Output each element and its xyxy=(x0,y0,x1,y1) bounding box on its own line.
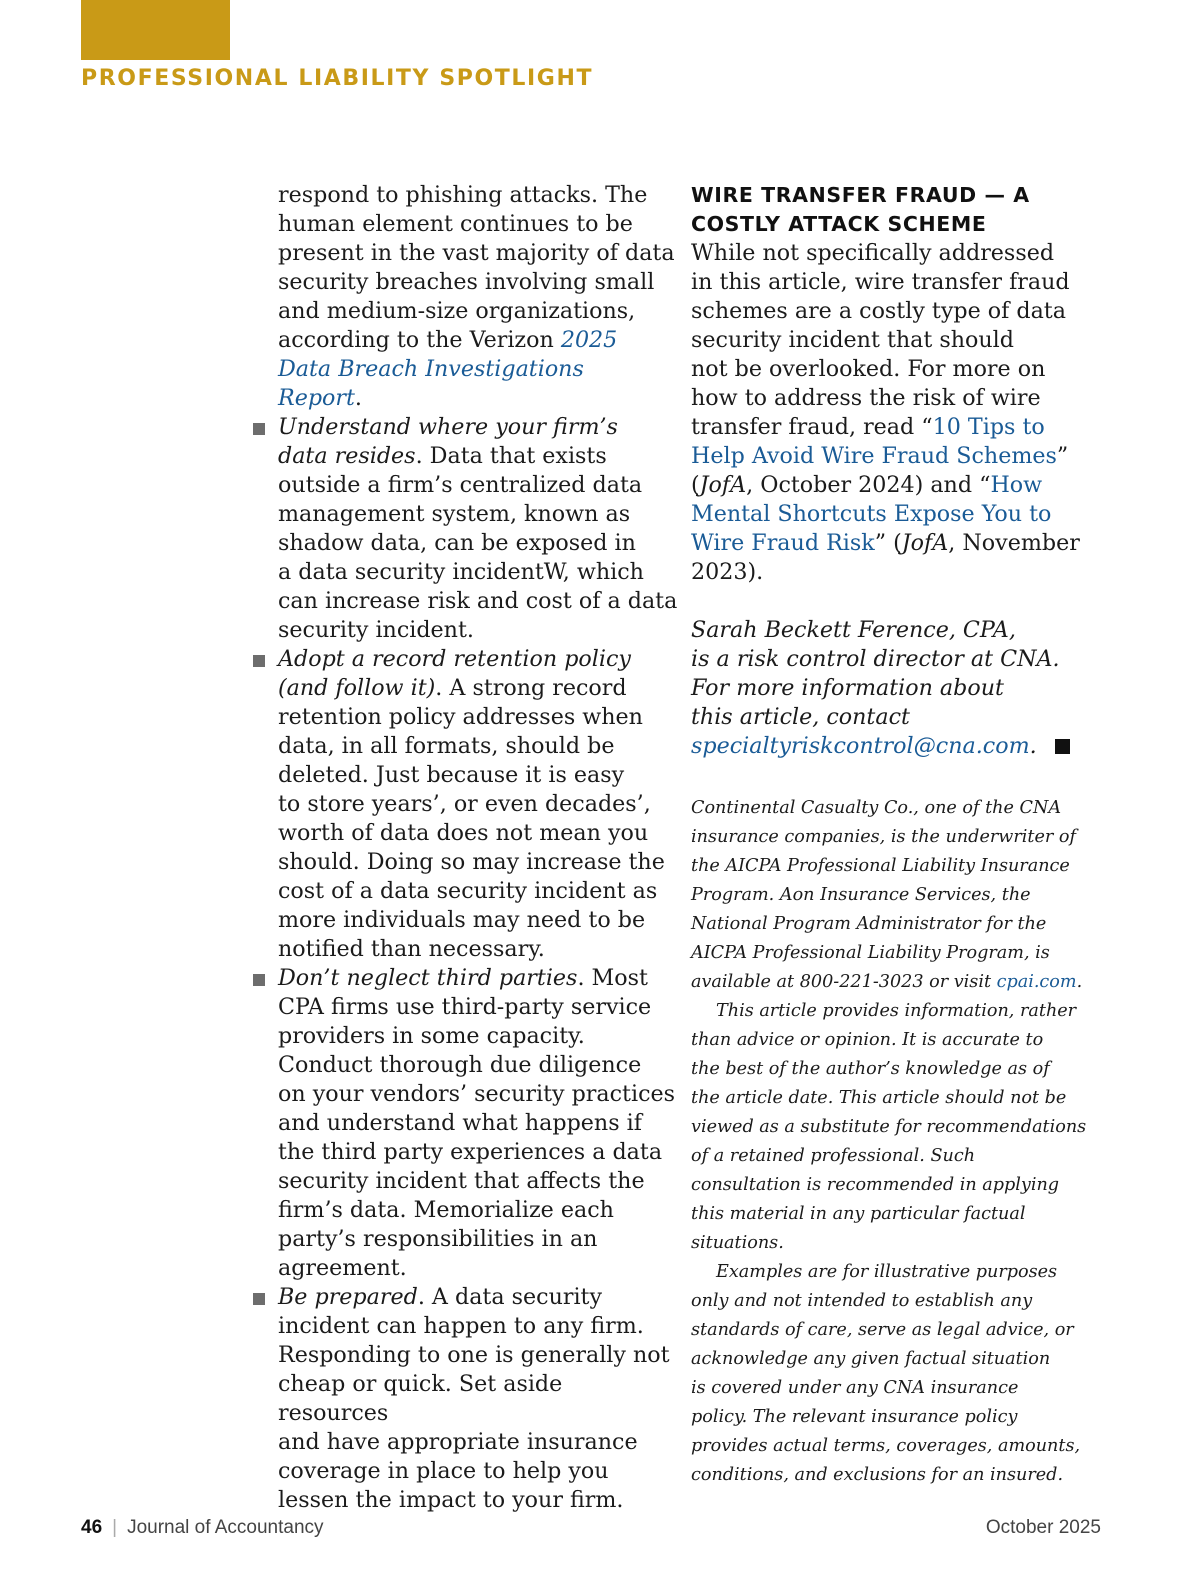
wire-fraud-tips-link[interactable]: 10 Tips to Help Avoid Wire Fraud Schemes xyxy=(691,414,1057,469)
tip-lead: Adopt a record retention policy (and follow it) xyxy=(278,646,631,701)
page-footer xyxy=(81,1517,1101,1539)
cpai-link[interactable]: cpai.com xyxy=(996,972,1077,992)
tip-body: . A strong record retention policy addresses when data, in all formats, should be deleted. Just because it is easy to store years’, or even decades’, worth of data does not mean you should. Doing so may increase the cost of a data security incident as more individuals may need to be notified than necessary. xyxy=(278,675,665,962)
author-byline xyxy=(691,616,1101,761)
wire-fraud-text: While not specifically addressed in this article, wire transfer fraud schemes are a costly type of data security incident that should not be overlooked. For more on how to address the risk of wire transfer fraud, read “ xyxy=(691,240,1070,440)
jofa-title: JofA xyxy=(699,472,747,498)
square-bullet-icon xyxy=(253,974,265,986)
square-bullet-icon xyxy=(253,1293,265,1305)
square-bullet-icon xyxy=(253,423,265,435)
tip-body: . Most CPA firms use third-party service providers in some capacity. Conduct thorough due diligence on your vendors’ security practices and understand what happens if the third party experiences a data security incident that affects the firm’s data. Memorialize each party’s responsibilities in an agreement. xyxy=(278,965,676,1281)
mental-shortcuts-link[interactable]: How Mental Shortcuts Expose You to Wire Fraud Risk xyxy=(691,472,1052,556)
underwriter-end: . xyxy=(1076,972,1083,992)
dbir-report-link[interactable]: 2025 Data Breach Investigations Report xyxy=(278,327,618,411)
jofa-title: JofA xyxy=(901,530,949,556)
section-label: PROFESSIONAL LIABILITY SPOTLIGHT xyxy=(81,66,594,91)
tip-lead: Don’t neglect third parties xyxy=(278,965,578,991)
list-item xyxy=(278,1283,678,1515)
list-item xyxy=(278,413,678,645)
sidebar-heading: WIRE TRANSFER FRAUD — A COSTLY ATTACK SCHEME xyxy=(691,183,1030,236)
list-item xyxy=(278,964,678,1283)
page-number: 46 xyxy=(81,1517,103,1538)
publication-name: Journal of Accountancy xyxy=(127,1517,324,1538)
intro-end: . xyxy=(354,385,362,411)
advice-disclaimer: This article provides information, rather than advice or opinion. It is accurate to the best of the author’s knowledge as of the article date. This article should not be viewed as a substitute for recommendations of a retained professional. Such consultation is recommended in applying this material in any particular factual situations. xyxy=(691,1001,1087,1253)
underwriter-note xyxy=(691,794,1111,997)
list-item xyxy=(278,645,678,964)
contact-email-link[interactable]: specialtyriskcontrol@cna.com xyxy=(691,733,1030,759)
square-bullet-icon xyxy=(253,655,265,667)
tip-lead: Understand where your firm’s data resides xyxy=(278,414,618,469)
end-of-article-icon xyxy=(1055,739,1070,754)
disclaimer xyxy=(691,794,1111,1490)
section-color-bar xyxy=(81,0,230,60)
examples-disclaimer: Examples are for illustrative purposes only and not intended to establish any standards of care, serve as legal advice, or acknowledge any given factual situation is covered under any CNA insurance policy. The relevant insurance policy provides actual terms, coverages, amounts, conditions, and exclusions for an insured. xyxy=(691,1262,1081,1485)
byline-text: Sarah Beckett Ference, CPA, is a risk control director at CNA. For more information about this article, contact xyxy=(691,617,1060,730)
footer-separator: | xyxy=(112,1517,118,1538)
tips-list xyxy=(278,413,678,1515)
intro-text: respond to phishing attacks. The human element continues to be present in the vast majority of data security breaches involving small and medium-size organizations, according to the Verizon xyxy=(278,182,675,353)
wire-fraud-text: ” ( xyxy=(691,443,1069,498)
wire-fraud-text: , October 2024) and “ xyxy=(746,472,991,498)
wire-fraud-text: , November 2023). xyxy=(691,530,1080,585)
byline-end: . xyxy=(1029,733,1037,759)
wire-fraud-text: ” ( xyxy=(874,530,902,556)
issue-date: October 2025 xyxy=(985,1517,1101,1538)
underwriter-text: Continental Casualty Co., one of the CNA insurance companies, is the underwriter of the AICPA Professional Liability Insurance Program. Aon Insurance Services, the National Program Administrator for the AICPA Professional Liability Program, is available at 800-221-3023 or visit xyxy=(691,798,1076,992)
wire-fraud-paragraph xyxy=(691,239,1101,587)
tip-body: . A data security incident can happen to any firm. Responding to one is generally not cheap or quick. Set aside resources and have appropriate insurance coverage in place to help you lessen the impact to your firm. xyxy=(278,1284,670,1513)
intro-paragraph xyxy=(278,181,678,413)
tip-body: . Data that exists outside a firm’s centralized data management system, known as shadow data, can be exposed in a data security incidentW, which can increase risk and cost of a data security incident. xyxy=(278,443,678,643)
right-column xyxy=(691,181,1101,761)
tip-lead: Be prepared xyxy=(278,1284,418,1310)
left-column xyxy=(278,181,678,1515)
